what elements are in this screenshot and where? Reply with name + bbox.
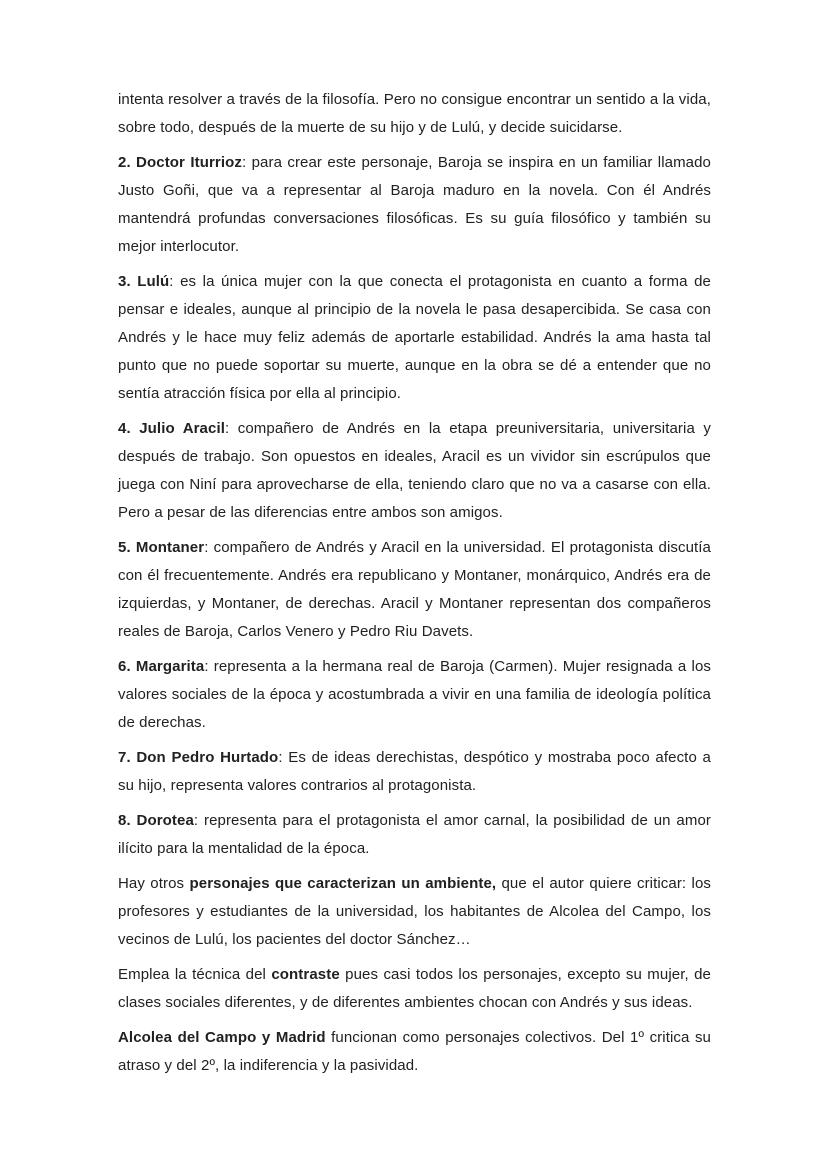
paragraph <box>118 1024 716 1080</box>
paragraph <box>118 268 716 408</box>
bold-text-run: 3. Lulú <box>118 273 170 290</box>
text-run: : es la única mujer con la que conecta el protagonista en cuanto a forma de pensar e ideales, aunque al principio de la novela le pasa desapercibida. Se casa con Andrés y le hace muy feliz además de aportarle estabilidad. Andrés la ama hasta tal punto que no puede soportar su muerte, aunque en la obra se dé a entender que no sentía atracción física por ella al principio. <box>118 273 716 402</box>
bold-text-run: 7. Don Pedro Hurtado <box>118 749 279 766</box>
bold-text-run: 5. Montaner <box>118 539 205 556</box>
text-run: : compañero de Andrés en la etapa preuniversitaria, universitaria y después de trabajo. Son opuestos en ideales, Aracil es un vividor sin escrúpulos que juega con Niní para aprovecharse de ella, teniendo claro que no va a casarse con ella. Pero a pesar de las diferencias entre ambos son amigos. <box>118 420 716 521</box>
text-run: intenta resolver a través de la filosofía. Pero no consigue encontrar un sentido a la vida, sobre todo, después de la muerte de su hijo y de Lulú, y decide suicidarse. <box>118 91 716 136</box>
text-run: funcionan como personajes colectivos. Del 1º critica su atraso y del 2º, la indiferencia y la pasividad. <box>118 1029 716 1074</box>
paragraph <box>118 534 716 646</box>
bold-text-run: Alcolea del Campo y Madrid <box>118 1029 326 1046</box>
bold-text-run: contraste <box>271 966 340 983</box>
text-run: pues casi todos los personajes, excepto su mujer, de clases sociales diferentes, y de diferentes ambientes chocan con Andrés y sus ideas. <box>118 966 716 1011</box>
bold-text-run: 4. Julio Aracil <box>118 420 225 437</box>
text-run: : representa para el protagonista el amor carnal, la posibilidad de un amor ilícito para la mentalidad de la época. <box>118 812 716 857</box>
text-run: que el autor quiere criticar: los profesores y estudiantes de la universidad, los habitantes de Alcolea del Campo, los vecinos de Lulú, los pacientes del doctor Sánchez… <box>118 875 716 948</box>
paragraph <box>118 415 716 527</box>
bold-text-run: 6. Margarita <box>118 658 205 675</box>
paragraph <box>118 653 716 737</box>
bold-text-run: 8. Dorotea <box>118 812 194 829</box>
paragraph <box>118 86 716 142</box>
paragraph <box>118 149 716 261</box>
text-run: : para crear este personaje, Baroja se inspira en un familiar llamado Justo Goñi, que va a representar al Baroja maduro en la novela. Con él Andrés mantendrá profundas conversaciones filosóficas. Es su guía filosófico y también su mejor interlocutor. <box>118 154 716 255</box>
document-text-block <box>118 86 716 1087</box>
paragraph <box>118 744 716 800</box>
text-run: : representa a la hermana real de Baroja (Carmen). Mujer resignada a los valores sociales de la época y acostumbrada a vivir en una familia de ideología política de derechas. <box>118 658 716 731</box>
bold-text-run: 2. Doctor Iturrioz <box>118 154 242 171</box>
text-run: Hay otros <box>118 875 190 892</box>
paragraph <box>118 870 716 954</box>
text-run: : Es de ideas derechistas, despótico y mostraba poco afecto a su hijo, representa valores contrarios al protagonista. <box>118 749 716 794</box>
text-run: : compañero de Andrés y Aracil en la universidad. El protagonista discutía con él frecuentemente. Andrés era republicano y Montaner, monárquico, Andrés era de izquierdas, y Montaner, de derechas. Aracil y Montaner representan dos compañeros reales de Baroja, Carlos Venero y Pedro Riu Davets. <box>118 539 716 640</box>
bold-text-run: personajes que caracterizan un ambiente, <box>189 875 497 892</box>
paragraph <box>118 807 716 863</box>
text-run: Emplea la técnica del <box>118 966 272 983</box>
paragraph <box>118 961 716 1017</box>
